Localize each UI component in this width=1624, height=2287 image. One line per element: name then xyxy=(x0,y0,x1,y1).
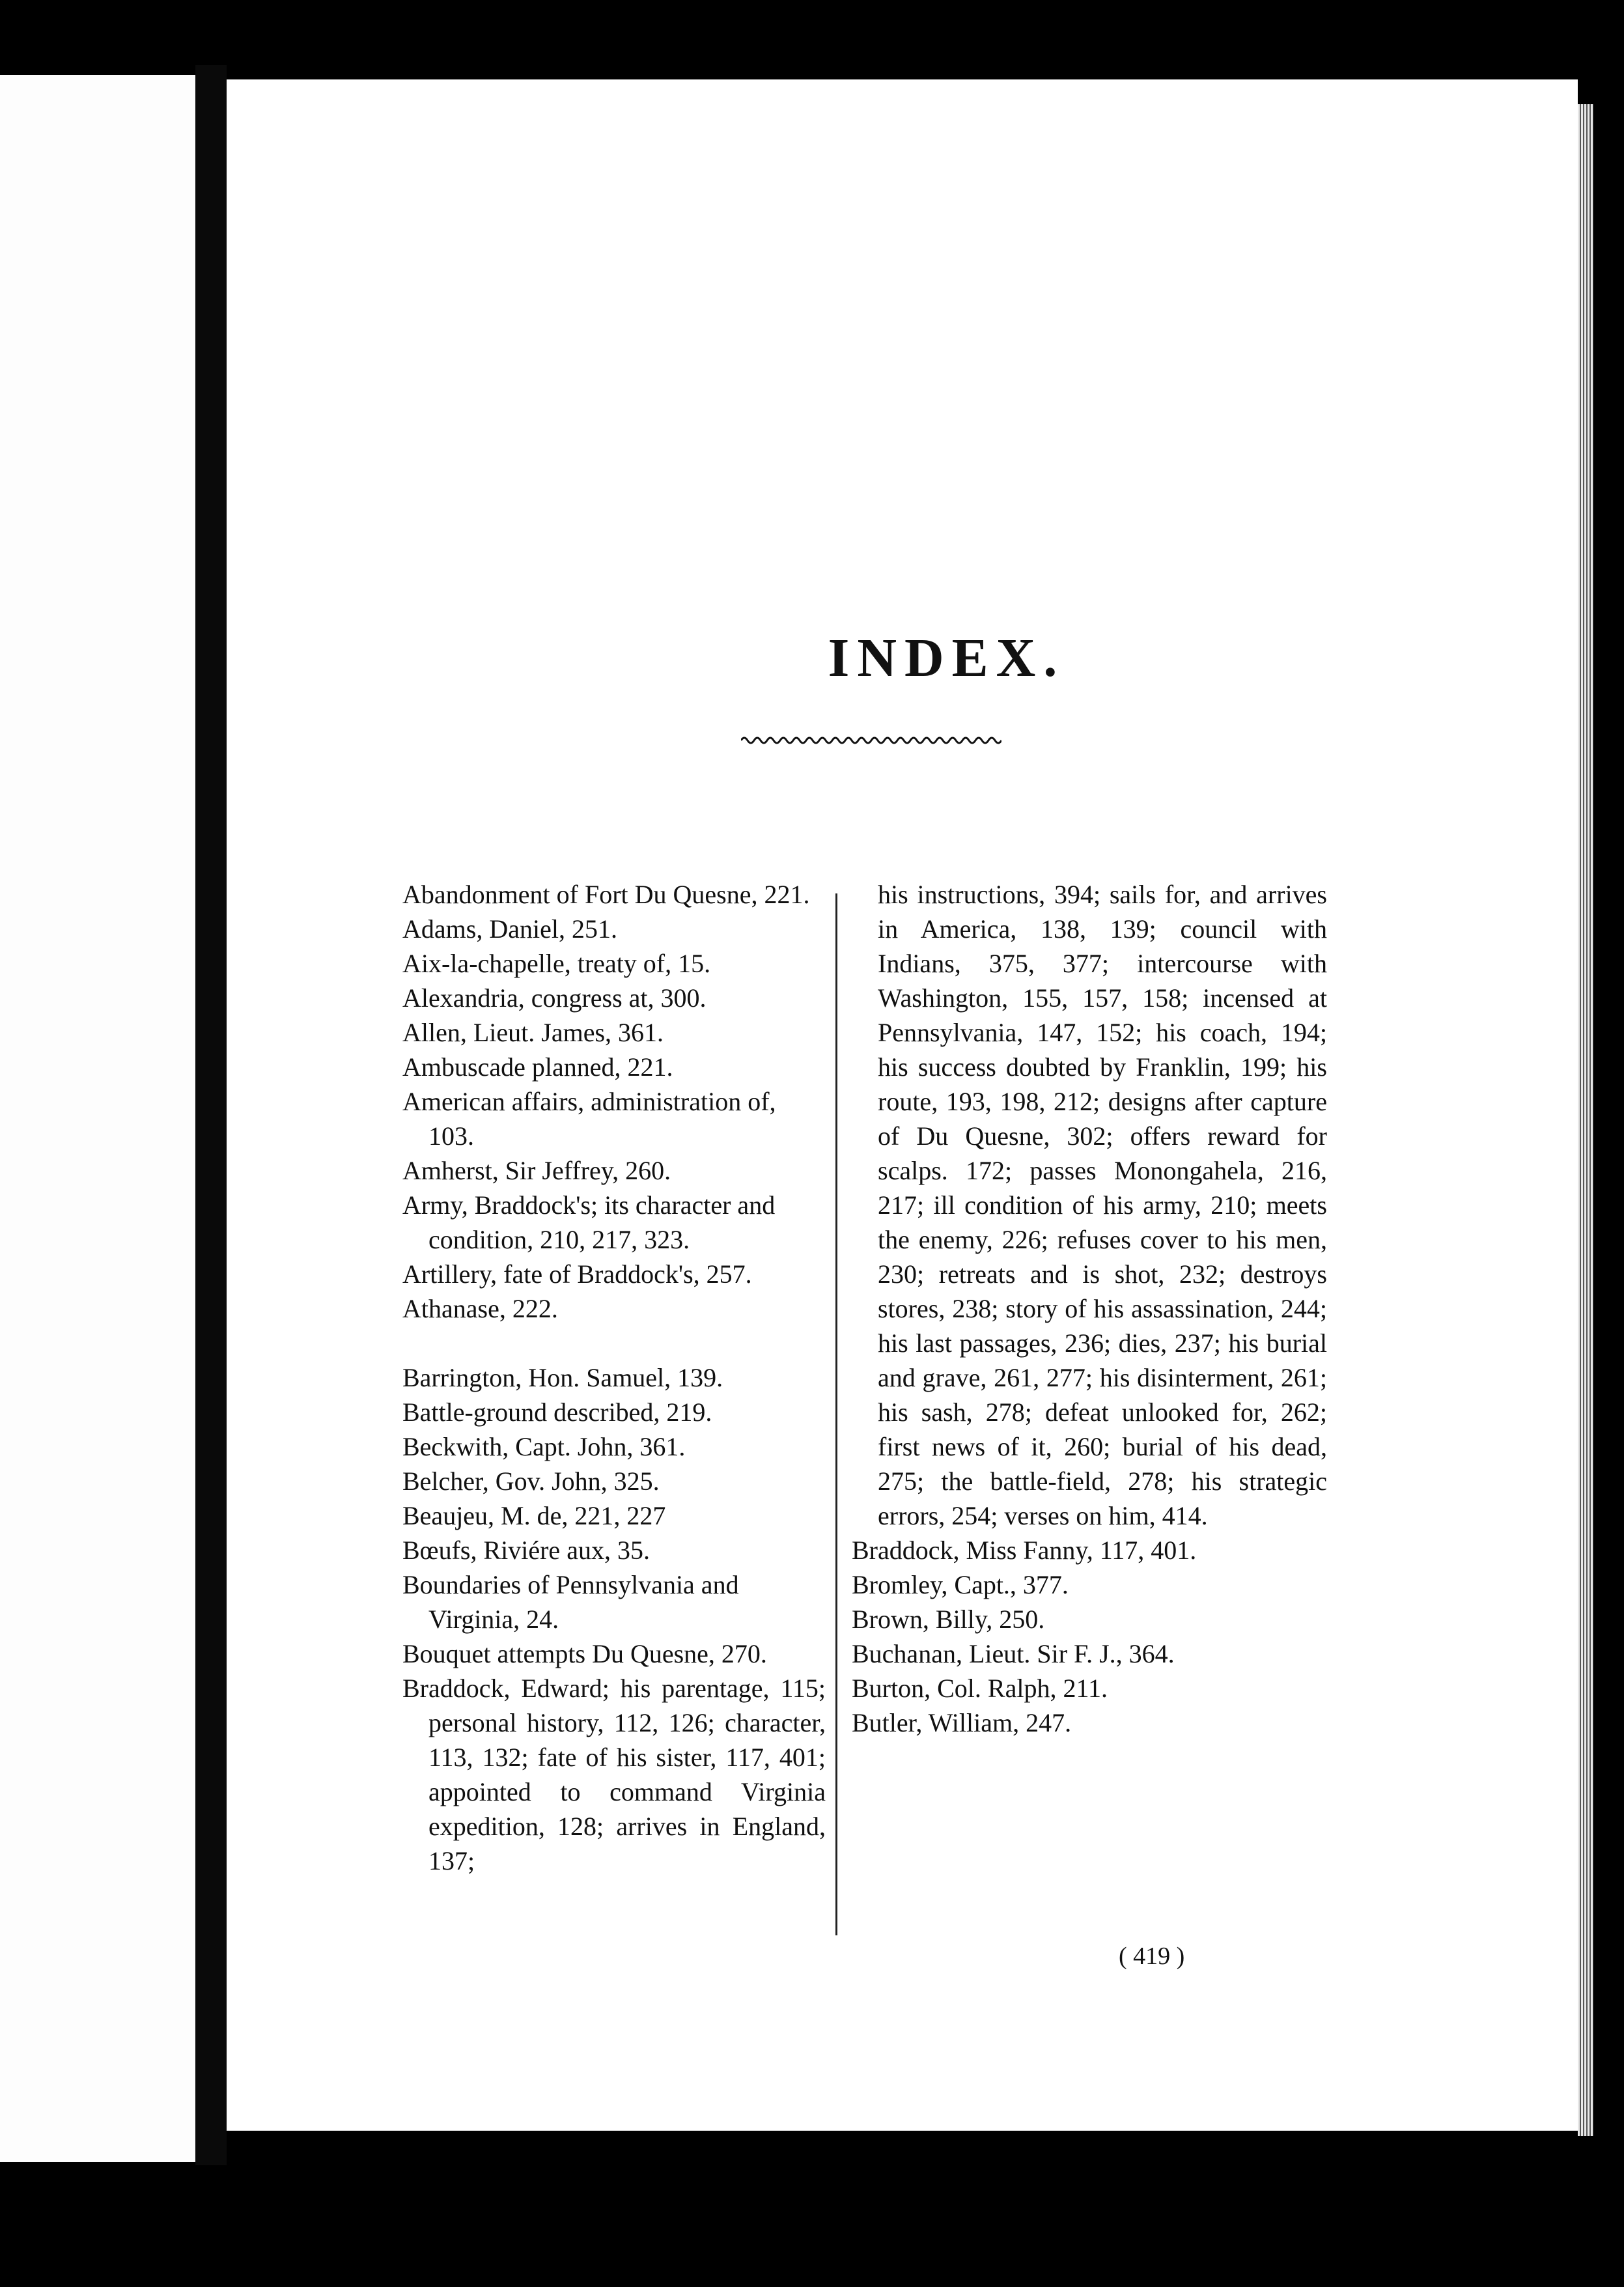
index-entry: American affairs, administration of, 103. xyxy=(402,1087,776,1151)
index-entry: Beckwith, Capt. John, 361. xyxy=(402,1432,686,1461)
index-column-left xyxy=(402,877,826,1878)
index-entry: Belcher, Gov. John, 325. xyxy=(402,1466,660,1496)
index-entry: Bouquet attempts Du Quesne, 270. xyxy=(402,1639,767,1668)
index-entry: Battle-ground described, 219. xyxy=(402,1397,712,1427)
wavy-rule-ornament xyxy=(741,731,1001,750)
facing-page-edge xyxy=(0,75,195,2162)
index-entry: Aix-la-chapelle, treaty of, 15. xyxy=(402,949,711,978)
index-entry: Alexandria, congress at, 300. xyxy=(402,983,707,1013)
index-entry: Ambuscade planned, 221. xyxy=(402,1052,673,1082)
index-entry: Amherst, Sir Jeffrey, 260. xyxy=(402,1156,671,1185)
index-entry: Buchanan, Lieut. Sir F. J., 364. xyxy=(852,1639,1175,1668)
index-entry: Beaujeu, M. de, 221, 227 xyxy=(402,1501,666,1530)
index-entry: Allen, Lieut. James, 361. xyxy=(402,1018,664,1047)
page-edges xyxy=(1578,104,1593,2136)
index-entry: Artillery, fate of Braddock's, 257. xyxy=(402,1259,752,1289)
page-title: INDEX. xyxy=(828,628,1065,688)
page-number: ( 419 ) xyxy=(1119,1943,1185,1970)
index-page xyxy=(227,79,1578,2131)
index-entry: Abandonment of Fort Du Quesne, 221. xyxy=(402,880,810,909)
letter-group-gap xyxy=(402,1326,826,1360)
index-entry: Barrington, Hon. Samuel, 139. xyxy=(402,1363,723,1392)
column-divider xyxy=(835,893,837,1935)
index-entry: Bœufs, Riviére aux, 35. xyxy=(402,1536,650,1565)
index-entry-continuation: his instructions, 394; sails for, and arrives in America, 138, 139; council with Indians, 375, 377; intercourse with Washington, 155, 157, 158; incensed at Pennsylvania, 147, 152; his coach, 194; his success doubted by Franklin, 199; his route, 193, 198, 212; designs after capture of Du Quesne, 302; offers reward for scalps. 172; passes Monongahela, 216, 217; ill condition of his army, 210; meets the enemy, 226; refuses cover to his men, 230; retreats and is shot, 232; destroys stores, 238; story of his assassination, 244; his last passages, 236; dies, 237; his burial and grave, 261, 277; his disinterment, 261; his sash, 278; defeat unlooked for, 262; first news of it, 260; burial of his dead, 275; the battle-field, 278; his strategic errors, 254; verses on him, 414. xyxy=(878,880,1327,1530)
index-entry: Braddock, Edward; his parentage, 115; personal history, 112, 126; character, 113, 132; fate of his sister, 117, 401; appointed to command Virginia expedition, 128; arrives in England, 137; xyxy=(402,1674,826,1875)
index-entry: Braddock, Miss Fanny, 117, 401. xyxy=(852,1536,1197,1565)
index-entry: Butler, William, 247. xyxy=(852,1708,1072,1737)
index-entry: Burton, Col. Ralph, 211. xyxy=(852,1674,1108,1703)
index-entry: Army, Braddock's; its character and condition, 210, 217, 323. xyxy=(402,1190,776,1254)
index-entry: Athanase, 222. xyxy=(402,1294,558,1323)
book-gutter xyxy=(195,65,227,2165)
index-entry: Brown, Billy, 250. xyxy=(852,1605,1045,1634)
index-column-right xyxy=(852,877,1327,1740)
index-entry: Adams, Daniel, 251. xyxy=(402,914,617,944)
index-entry: Bromley, Capt., 377. xyxy=(852,1570,1069,1599)
index-entry: Boundaries of Pennsylvania and Virginia, 24. xyxy=(402,1570,739,1634)
